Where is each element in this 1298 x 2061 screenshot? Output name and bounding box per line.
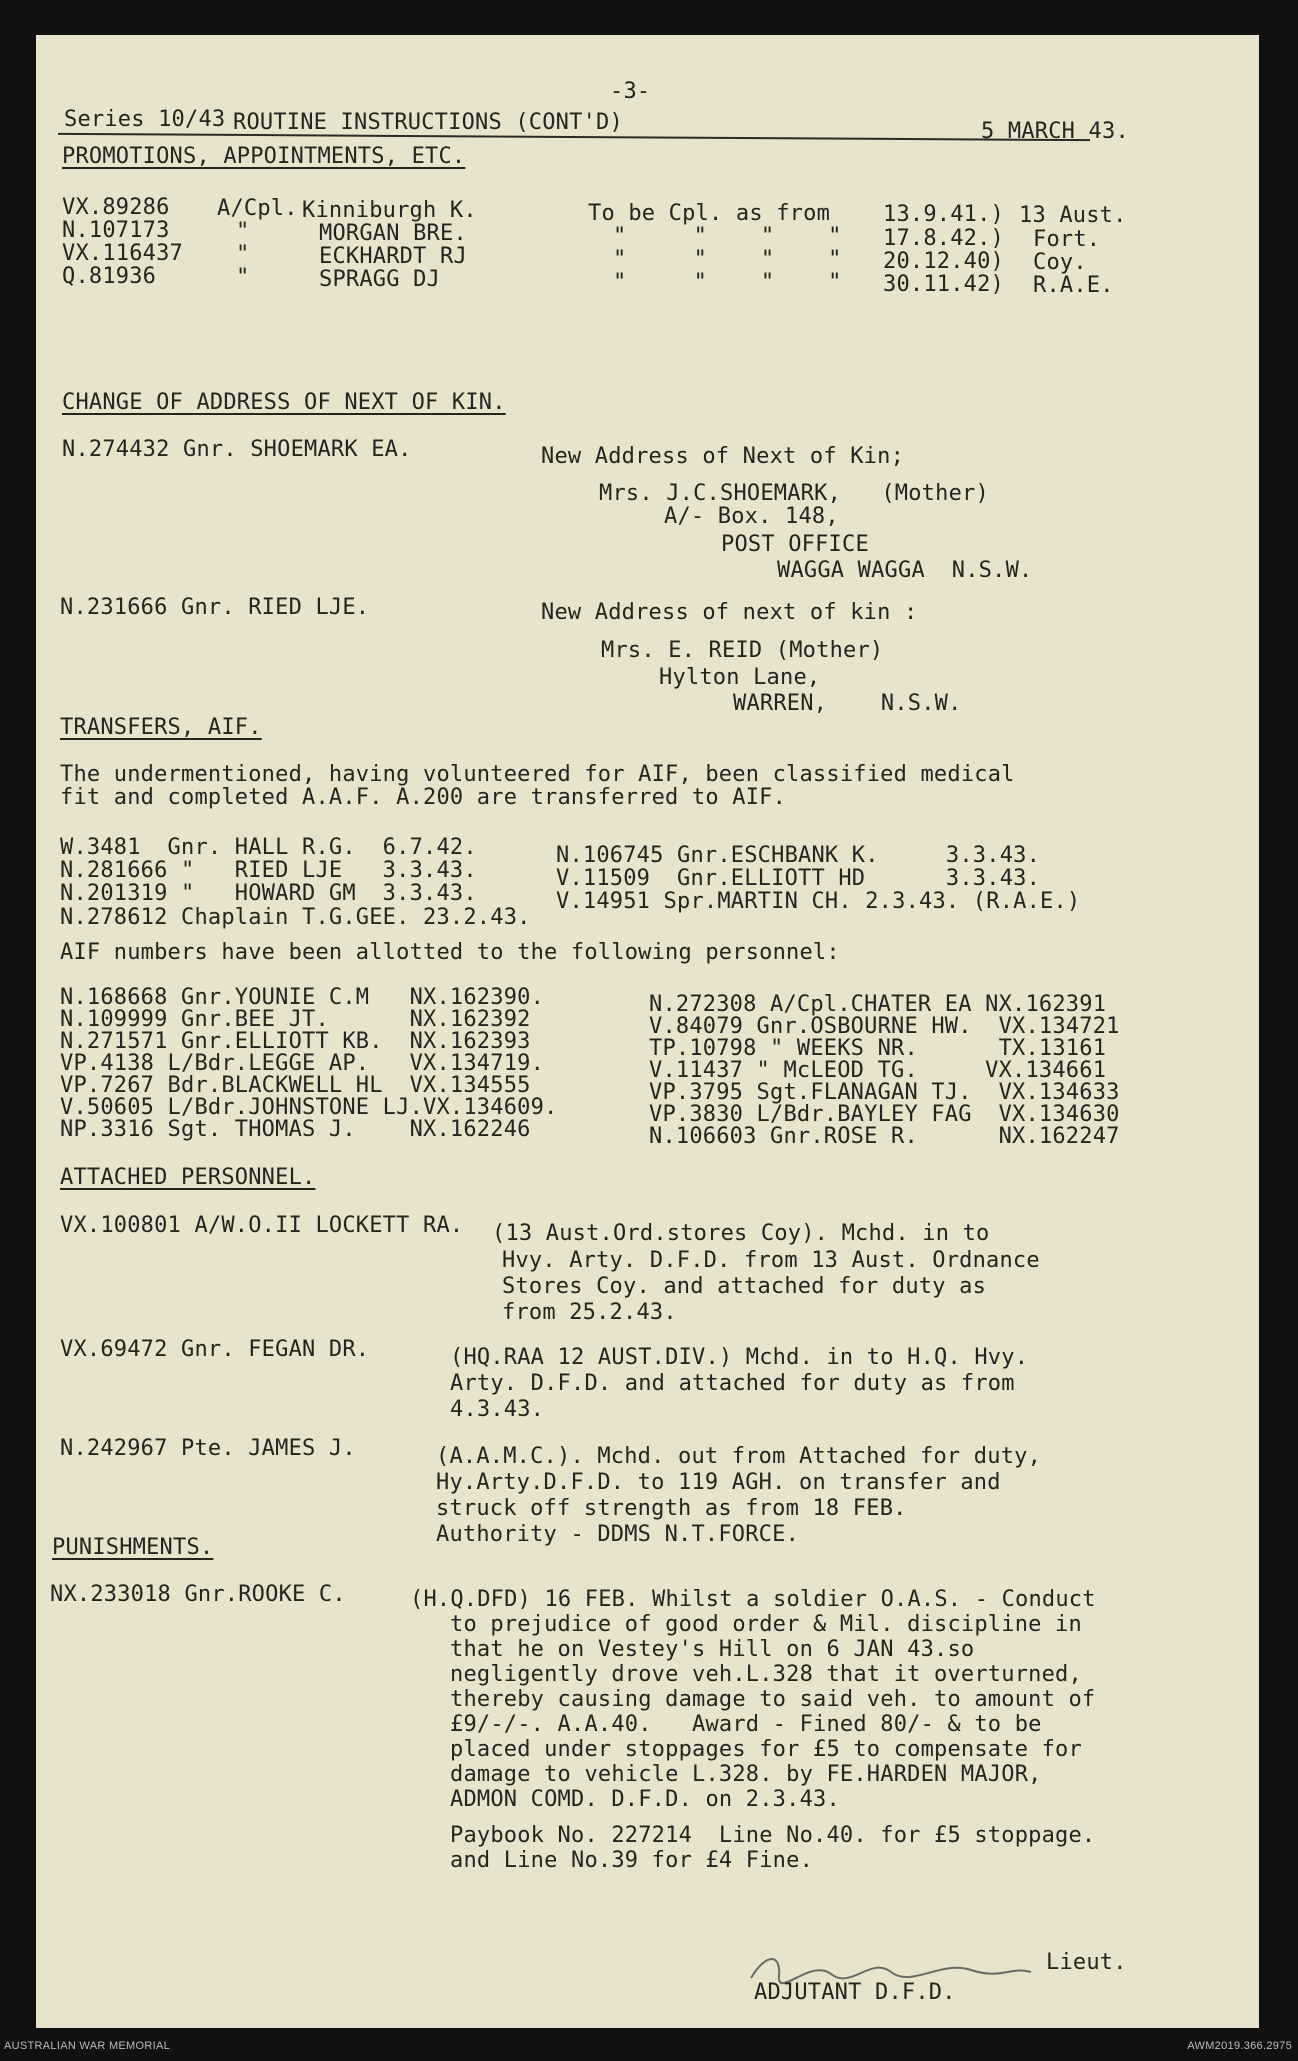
address-label: New Address of Next of Kin; (541, 444, 905, 469)
signature-title: ADJUTANT D.F.D. (754, 1980, 956, 2005)
promotion-date: 20.12.40) (883, 249, 1005, 274)
punishment-line: negligently drove veh.L.328 that it overturned, (450, 1662, 1082, 1687)
punishment-line: thereby causing damage to said veh. to amount of (450, 1687, 1096, 1712)
unit: R.A.E. (1033, 273, 1114, 298)
transfer-entry: N.278612 Chaplain T.G.GEE. 23.2.43. (60, 905, 531, 930)
attached-person: VX.69472 Gnr. FEGAN DR. (60, 1337, 370, 1362)
punishment-line: damage to vehicle L.328. by FE.HARDEN MAJOR, (450, 1762, 1042, 1787)
attached-line: (13 Aust.Ord.stores Coy). Mchd. in to (492, 1221, 990, 1246)
aif-number-entry: N.109999 Gnr.BEE JT. NX.162392 (60, 1007, 531, 1032)
unit: Coy. (1033, 250, 1087, 275)
transfer-entry: W.3481 Gnr. HALL R.G. 6.7.42. (60, 835, 477, 860)
footer-credit: AUSTRALIAN WAR MEMORIAL (4, 2040, 171, 2052)
aif-number-entry: V.50605 L/Bdr.JOHNSTONE LJ.VX.134609. (60, 1095, 558, 1120)
rank: " (236, 219, 250, 244)
punishment-person: NX.233018 Gnr.ROOKE C. (50, 1582, 346, 1607)
transfer-entry: N.106745 Gnr.ESCHBANK K. 3.3.43. (556, 843, 1041, 868)
attached-line: struck off strength as from 18 FEB. (436, 1496, 907, 1521)
transfer-entry: V.14951 Spr.MARTIN CH. 2.3.43. (R.A.E.) (556, 889, 1081, 914)
transfers-intro-line: The undermentioned, having volunteered for AIF, been classified medical (60, 762, 1015, 787)
punishment-line: to prejudice of good order & Mil. discipline in (450, 1612, 1082, 1637)
soldier-name: SPRAGG DJ (319, 267, 441, 292)
change-of-address-heading: CHANGE OF ADDRESS OF NEXT OF KIN. (62, 390, 506, 415)
aif-number-entry: N.271571 Gnr.ELLIOTT KB. NX.162393 (60, 1029, 531, 1054)
ditto-marks: " " " " (613, 224, 842, 249)
series-label: Series 10/43 (64, 107, 226, 132)
footer-reference: AWM2019.366.2975 (1187, 2040, 1292, 2052)
punishment-line: placed under stoppages for £5 to compensate for (450, 1737, 1082, 1762)
address-person: N.274432 Gnr. SHOEMARK EA. (62, 437, 412, 462)
attached-line: 4.3.43. (450, 1397, 545, 1422)
service-number: Q.81936 (62, 264, 157, 289)
attached-line: (HQ.RAA 12 AUST.DIV.) Mchd. in to H.Q. Hvy. (450, 1345, 1029, 1370)
ditto-marks: " " " " (613, 270, 842, 295)
punishments-heading: PUNISHMENTS. (52, 1535, 214, 1560)
soldier-name: ECKHARDT RJ (319, 244, 467, 269)
transfers-intro-line: fit and completed A.A.F. A.200 are transferred to AIF. (60, 785, 787, 810)
aif-number-entry: N.106603 Gnr.ROSE R. NX.162247 (649, 1124, 1120, 1149)
punishment-line: (H.Q.DFD) 16 FEB. Whilst a soldier O.A.S. - Conduct (410, 1587, 1096, 1612)
address-line: Hylton Lane, (659, 665, 821, 690)
attached-line: Hvy. Arty. D.F.D. from 13 Aust. Ordnance (502, 1248, 1040, 1273)
attached-line: (A.A.M.C.). Mchd. out from Attached for duty, (436, 1444, 1042, 1469)
address-line: WARREN, N.S.W. (733, 691, 962, 716)
address-line: A/- Box. 148, (664, 504, 839, 529)
address-line: POST OFFICE (721, 532, 869, 557)
unit: Fort. (1033, 227, 1101, 252)
document-date: 5 MARCH 43. (981, 119, 1129, 144)
aif-number-entry: TP.10798 " WEEKS NR. TX.13161 (649, 1036, 1107, 1061)
promotion-text: To be Cpl. as from (588, 201, 831, 226)
unit: 13 Aust. (1019, 203, 1127, 228)
rank: " (236, 242, 250, 267)
transfer-entry: N.281666 " RIED LJE 3.3.43. (60, 858, 477, 883)
attached-heading: ATTACHED PERSONNEL. (60, 1165, 316, 1190)
signature-rank: Lieut. (1046, 1950, 1127, 1975)
aif-number-entry: V.11437 " McLEOD TG. VX.134661 (649, 1058, 1107, 1083)
soldier-name: Kinniburgh K. (302, 198, 477, 223)
aif-number-entry: N.168668 Gnr.YOUNIE C.M NX.162390. (60, 985, 545, 1010)
transfers-heading: TRANSFERS, AIF. (60, 715, 262, 740)
rank: A/Cpl. (217, 196, 298, 221)
paybook-line: and Line No.39 for £4 Fine. (450, 1848, 814, 1873)
address-label: New Address of next of kin : (541, 600, 918, 625)
address-person: N.231666 Gnr. RIED LJE. (60, 595, 370, 620)
aif-number-entry: N.272308 A/Cpl.CHATER EA NX.162391 (649, 992, 1107, 1017)
transfer-entry: N.201319 " HOWARD GM 3.3.43. (60, 881, 477, 906)
aif-number-entry: NP.3316 Sgt. THOMAS J. NX.162246 (60, 1117, 531, 1142)
address-line: Mrs. E. REID (Mother) (601, 638, 884, 663)
document-title: ROUTINE INSTRUCTIONS (CONT'D) (233, 110, 623, 135)
punishment-line: ADMON COMD. D.F.D. on 2.3.43. (450, 1787, 840, 1812)
promotion-date: 17.8.42.) (883, 226, 1005, 251)
transfer-entry: V.11509 Gnr.ELLIOTT HD 3.3.43. (556, 866, 1041, 891)
service-number: VX.116437 (62, 241, 184, 266)
ditto-marks: " " " " (613, 247, 842, 272)
aif-number-entry: VP.3795 Sgt.FLANAGAN TJ. VX.134633 (649, 1080, 1120, 1105)
address-line: Mrs. J.C.SHOEMARK, (Mother) (599, 481, 989, 506)
attached-person: N.242967 Pte. JAMES J. (60, 1436, 356, 1461)
page-number: -3- (610, 79, 651, 104)
attached-line: Hy.Arty.D.F.D. to 119 AGH. on transfer and (436, 1470, 1001, 1495)
promotions-heading: PROMOTIONS, APPOINTMENTS, ETC. (62, 144, 466, 169)
rank: " (236, 265, 250, 290)
paybook-line: Paybook No. 227214 Line No.40. for £5 stoppage. (450, 1823, 1096, 1848)
service-number: N.107173 (62, 218, 170, 243)
address-line: WAGGA WAGGA N.S.W. (777, 558, 1033, 583)
attached-line: Arty. D.F.D. and attached for duty as from (450, 1371, 1015, 1396)
document-page (36, 35, 1259, 2028)
attached-line: Authority - DDMS N.T.FORCE. (436, 1522, 800, 1547)
soldier-name: MORGAN BRE. (319, 221, 467, 246)
aif-numbers-heading: AIF numbers have been allotted to the following personnel: (60, 940, 840, 965)
attached-line: Stores Coy. and attached for duty as (502, 1274, 987, 1299)
punishment-line: that he on Vestey's Hill on 6 JAN 43.so (450, 1637, 975, 1662)
promotion-date: 30.11.42) (883, 272, 1005, 297)
attached-line: from 25.2.43. (502, 1300, 677, 1325)
service-number: VX.89286 (62, 195, 170, 220)
punishment-line: £9/-/-. A.A.40. Award - Fined 80/- & to be (450, 1712, 1042, 1737)
aif-number-entry: VP.4138 L/Bdr.LEGGE AP. VX.134719. (60, 1051, 545, 1076)
aif-number-entry: VP.7267 Bdr.BLACKWELL HL VX.134555 (60, 1073, 531, 1098)
aif-number-entry: V.84079 Gnr.OSBOURNE HW. VX.134721 (649, 1014, 1120, 1039)
promotion-date: 13.9.41.) (883, 202, 1005, 227)
aif-number-entry: VP.3830 L/Bdr.BAYLEY FAG VX.134630 (649, 1102, 1120, 1127)
attached-person: VX.100801 A/W.O.II LOCKETT RA. (60, 1213, 464, 1238)
